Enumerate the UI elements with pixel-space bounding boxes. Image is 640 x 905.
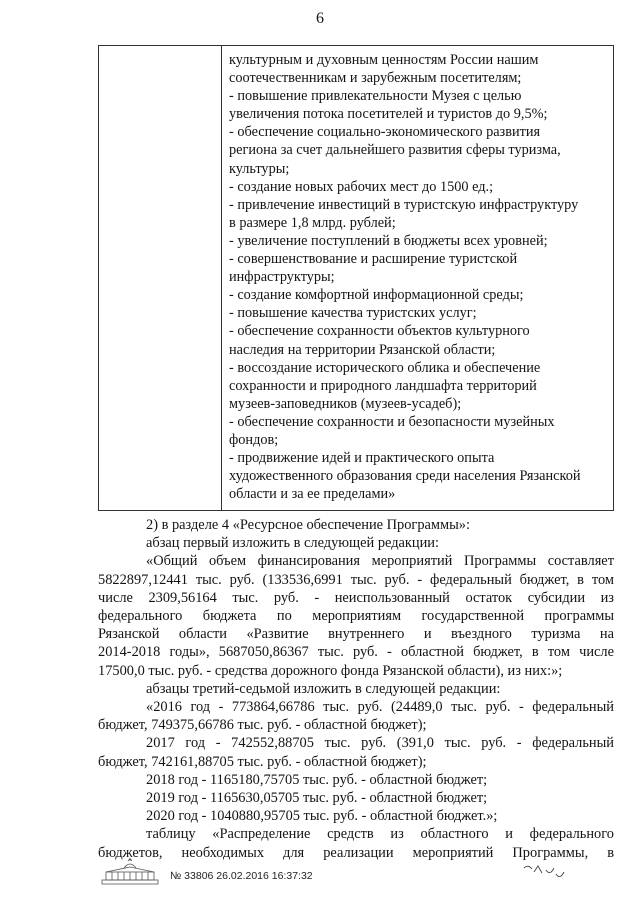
goal-line: - продвижение идей и практического опыта: [229, 450, 495, 467]
goal-line: области и за ее пределами»: [229, 486, 396, 503]
paragraph-line: 2014-2018 годы», 5687050,86367 тыс. руб. - областной бюджет, в том числе: [98, 644, 614, 661]
document-stamp: № 33806 26.02.2016 16:37:32: [170, 870, 313, 882]
goal-line: - привлечение инвестиций в туристскую инфраструктуру: [229, 196, 579, 213]
paragraph-line: бюджет, 749375,66786 тыс. руб. - областной бюджет);: [98, 717, 427, 734]
goal-line: - обеспечение социально-экономического развития: [229, 124, 541, 141]
goal-line: художественного образования среди населения Рязанской: [229, 468, 581, 485]
document-body: [98, 516, 614, 862]
goal-line: - обеспечение сохранности и безопасности музейных: [229, 413, 555, 430]
goal-line: увеличения потока посетителей и туристов до 9,5%;: [229, 106, 548, 123]
paragraph-line: таблицу «Распределение средств из областного и федерального: [146, 826, 614, 843]
paragraph-line: «2016 год - 773864,66786 тыс. руб. (24489,0 тыс. руб. - федеральный: [146, 699, 614, 716]
goal-line: - создание новых рабочих мест до 1500 ед.;: [229, 178, 494, 195]
financing-paragraph: [98, 552, 614, 679]
paragraph-line: числе 2309,56164 тыс. руб. - неиспользованный остаток субсидии из: [98, 589, 614, 606]
section-amendment-heading: 2) в разделе 4 «Ресурсное обеспечение Программы»:: [146, 517, 470, 533]
goal-line: - повышение привлекательности Музея с целью: [229, 88, 522, 105]
goal-line: - повышение качества туристских услуг;: [229, 305, 477, 322]
building-seal-icon: [98, 858, 162, 886]
goal-line: - создание комфортной информационной среды;: [229, 287, 524, 304]
page-number: 6: [316, 10, 324, 27]
goal-line: в размере 1,8 млрд. рублей;: [229, 214, 396, 231]
goal-line: сохранности и природного ландшафта территорий: [229, 377, 537, 394]
goals-table: [98, 45, 614, 511]
goal-line: - увеличение поступлений в бюджеты всех уровней;: [229, 232, 548, 249]
goal-line: - совершенствование и расширение туристской: [229, 251, 518, 268]
table-column-divider: [221, 46, 222, 510]
paragraph-line: бюджетов, необходимых для реализации мероприятий Программы, в: [98, 844, 614, 861]
goal-line: - воссоздание исторического облика и обеспечение: [229, 359, 541, 376]
year-2018-line: 2018 год - 1165180,75705 тыс. руб. - областной бюджет;: [146, 771, 488, 788]
goal-line: культурным и духовным ценностям России нашим: [229, 52, 539, 68]
paragraph-line: бюджет, 742161,88705 тыс. руб. - областной бюджет);: [98, 753, 427, 770]
table-amendment-paragraph: [98, 825, 614, 861]
year-2017-paragraph: [98, 734, 614, 770]
goal-line: культуры;: [229, 160, 290, 177]
year-2019-line: 2019 год - 1165630,05705 тыс. руб. - областной бюджет;: [146, 790, 488, 807]
paragraph-line: 5822897,12441 тыс. руб. (133536,6991 тыс. руб. - федеральный бюджет, в том: [98, 571, 614, 588]
goal-line: региона за счет дальнейшего развития сферы туризма,: [229, 142, 561, 159]
goal-line: музеев-заповедников (музеев-усадеб);: [229, 395, 462, 412]
goal-line: инфраструктуры;: [229, 269, 335, 286]
goals-cell: [229, 51, 611, 503]
paragraph-line: 2017 год - 742552,88705 тыс. руб. (391,0 тыс. руб. - федеральный: [146, 735, 614, 752]
paragraph-instruction: абзац первый изложить в следующей редакции:: [146, 535, 440, 552]
footer: [98, 858, 398, 886]
paragraph-line: 17500,0 тыс. руб. - средства дорожного фонда Рязанской области), из них:»;: [98, 662, 563, 679]
paragraph-instruction: абзацы третий-седьмой изложить в следующей редакции:: [146, 680, 501, 697]
paragraph-line: федерального бюджета по мероприятиям государственной программы: [98, 608, 614, 625]
year-2016-paragraph: [98, 698, 614, 734]
goal-line: - обеспечение сохранности объектов культурного: [229, 323, 530, 340]
handwritten-mark-icon: [520, 862, 570, 886]
paragraph-line: Рязанской области «Развитие внутреннего и въездного туризма на: [98, 626, 614, 643]
goal-line: соотечественникам и зарубежным посетителям;: [229, 70, 522, 87]
paragraph-line: «Общий объем финансирования мероприятий Программы составляет: [146, 553, 614, 570]
goal-line: фондов;: [229, 431, 279, 448]
year-2020-line: 2020 год - 1040880,95705 тыс. руб. - областной бюджет.»;: [146, 808, 498, 825]
goal-line: наследия на территории Рязанской области;: [229, 341, 496, 358]
